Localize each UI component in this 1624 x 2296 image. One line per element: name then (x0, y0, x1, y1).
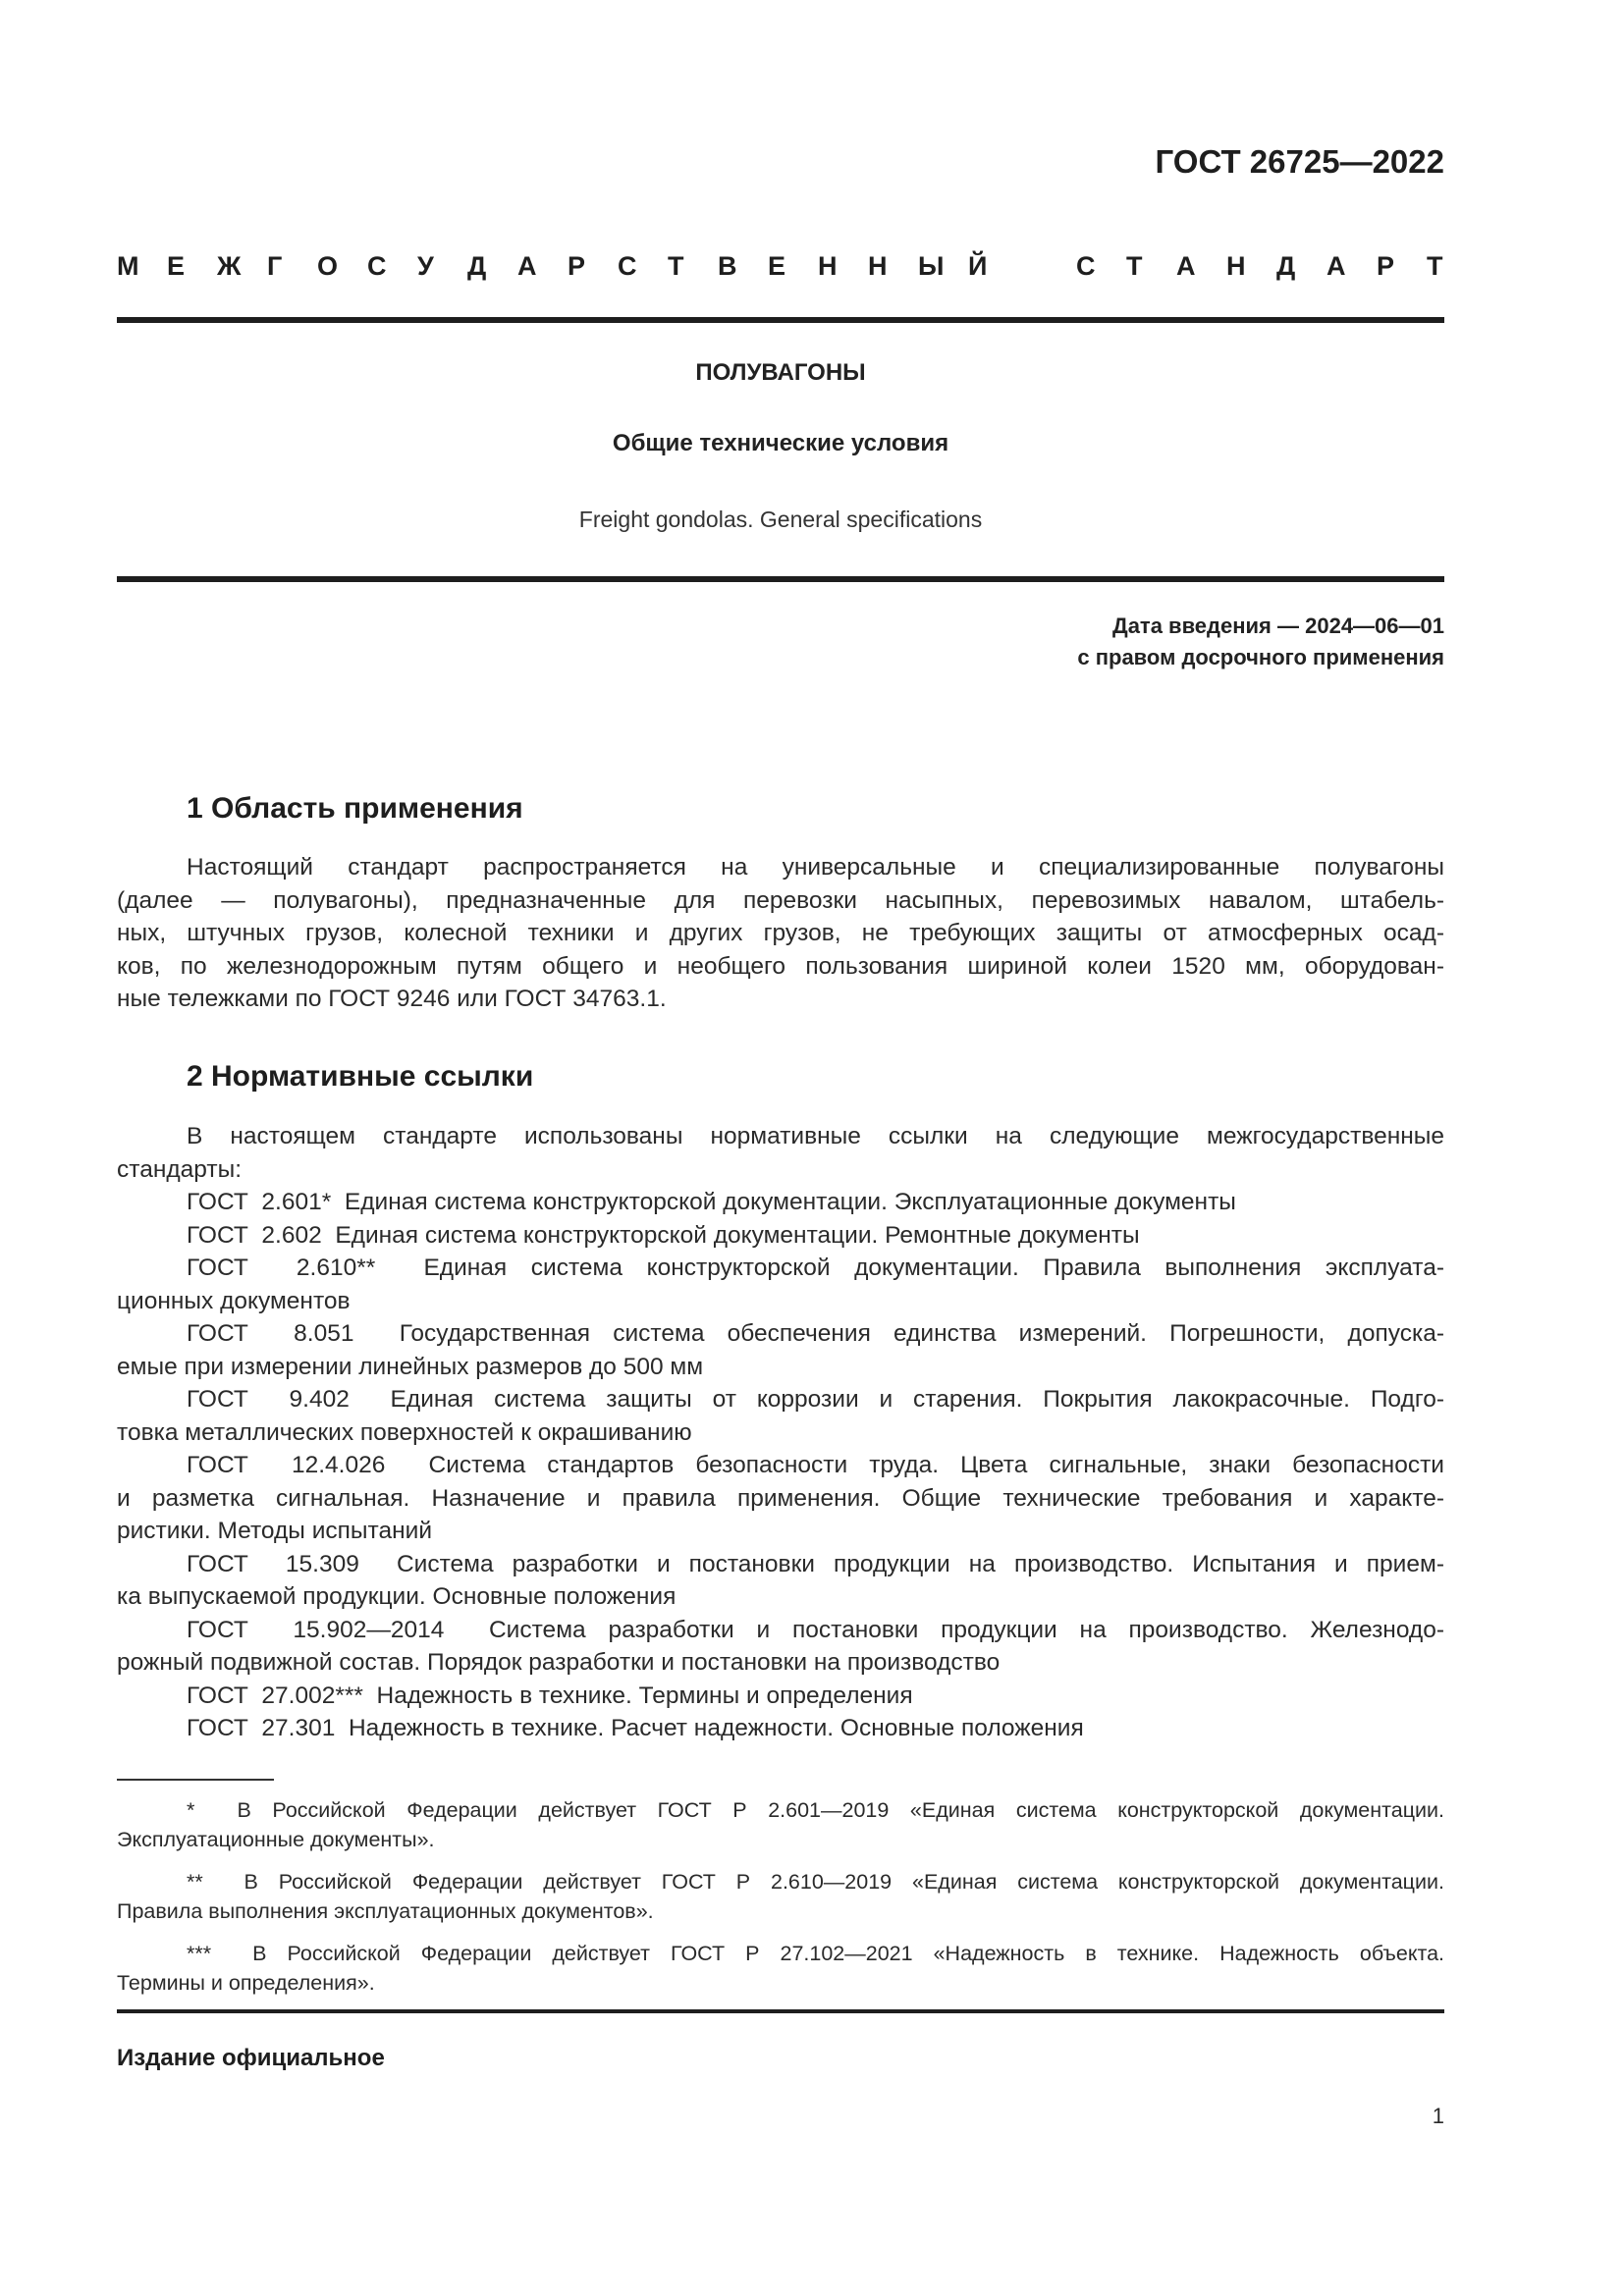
heading-letter: О (317, 251, 339, 281)
heading-letter: Т (668, 251, 684, 281)
reference-line: ГОСТ 9.402 Единая система защиты от коррозии и старения. Покрытия лакокрасочные. Подго- (187, 1386, 1444, 1413)
reference-line: стандарты: (117, 1155, 242, 1183)
heading-letter: Н (1226, 251, 1246, 281)
heading-letter: Н (868, 251, 888, 281)
section-1-line: ные тележками по ГОСТ 9246 или ГОСТ 34763.1. (117, 986, 667, 1012)
heading-letter: Ж (217, 251, 242, 281)
reference-line: рожный подвижной состав. Порядок разработки и постановки на производство (117, 1649, 1001, 1676)
heading-letter: Ы (918, 251, 945, 281)
document-english-title: Freight gondolas. General specifications (578, 507, 983, 532)
section-2-body (117, 1120, 1444, 1745)
standard-type-heading (117, 251, 1444, 285)
heading-letter: Д (467, 251, 487, 281)
reference-line: ГОСТ 8.051 Государственная система обеспечения единства измерений. Погрешности, допуска- (187, 1320, 1444, 1347)
heading-letter: Д (1276, 251, 1296, 281)
footnote-item (117, 1939, 1444, 1998)
heading-letter: Р (1377, 251, 1395, 281)
heading-letter: А (1176, 251, 1196, 281)
section-1-body (117, 851, 1444, 1016)
heading-letter: С (367, 251, 387, 281)
heading-letter: С (1076, 251, 1096, 281)
reference-line: и разметка сигнальная. Назначение и правила применения. Общие технические требования и характе- (117, 1484, 1444, 1512)
early-application-line: с правом досрочного применения (1077, 645, 1444, 669)
heading-letter: Е (768, 251, 786, 281)
heading-letter: А (517, 251, 537, 281)
footer-divider (117, 2009, 1444, 2013)
page-number: 1 (1432, 2104, 1444, 2128)
official-edition-label: Издание официальное (117, 2045, 385, 2071)
heading-letter: Т (1427, 251, 1443, 281)
reference-line: ка выпускаемой продукции. Основные положения (117, 1583, 677, 1610)
section-1-line: ков, по железнодорожным путям общего и необщего пользования шириной колеи 1520 мм, оборудован- (117, 952, 1444, 980)
title-divider (117, 576, 1444, 582)
footnote-item (117, 1867, 1444, 1926)
reference-line: ГОСТ 27.002*** Надежность в технике. Термины и определения (187, 1682, 913, 1709)
reference-line: ГОСТ 27.301 Надежность в технике. Расчет надежности. Основные положения (187, 1715, 1084, 1741)
reference-line: ционных документов (117, 1287, 351, 1314)
heading-letter: У (417, 251, 434, 281)
footnote-continuation: Термины и определения». (117, 1971, 375, 1995)
section-1-title: 1 Область применения (187, 792, 523, 825)
reference-line: ГОСТ 2.602 Единая система конструкторской документации. Ремонтные документы (187, 1221, 1140, 1249)
footnote-text: ** В Российской Федерации действует ГОСТ Р 2.610—2019 «Единая система конструкторской документации. (187, 1870, 1444, 1894)
section-2-title: 2 Нормативные ссылки (187, 1060, 534, 1093)
reference-line: ГОСТ 15.902—2014 Система разработки и постановки продукции на производство. Железнодо- (187, 1616, 1444, 1643)
heading-letter: Й (968, 251, 988, 281)
reference-line: ГОСТ 2.601* Единая система конструкторской документации. Эксплуатационные документы (187, 1189, 1236, 1215)
footnote-separator (117, 1779, 274, 1781)
introduction-date (1077, 611, 1444, 673)
footnote-continuation: Правила выполнения эксплуатационных документов». (117, 1899, 654, 1923)
reference-line: емые при измерении линейных размеров до 500 мм (117, 1353, 704, 1380)
heading-letter: А (1326, 251, 1346, 281)
document-title: ПОЛУВАГОНЫ (695, 359, 866, 386)
section-1-line: ных, штучных грузов, колесной техники и других грузов, не требующих защиты от атмосферных осад- (117, 920, 1444, 946)
heading-letter: В (718, 251, 737, 281)
heading-letter: Г (267, 251, 283, 281)
reference-line: ристики. Методы испытаний (117, 1518, 433, 1544)
heading-letter: Т (1126, 251, 1143, 281)
document-subtitle: Общие технические условия (612, 430, 949, 456)
reference-line: ГОСТ 15.309 Система разработки и постановки продукции на производство. Испытания и прием- (187, 1550, 1444, 1577)
standard-code: ГОСТ 26725—2022 (1155, 143, 1444, 180)
heading-letter: Н (818, 251, 838, 281)
footnotes (117, 1795, 1444, 2010)
section-1-line: Настоящий стандарт распространяется на универсальные и специализированные полувагоны (187, 854, 1444, 881)
reference-line: ГОСТ 2.610** Единая система конструкторской документации. Правила выполнения эксплуата- (187, 1255, 1444, 1281)
heading-letter: М (117, 251, 139, 281)
header-divider (117, 317, 1444, 323)
footnote-text: * В Российской Федерации действует ГОСТ Р 2.601—2019 «Единая система конструкторской документации. (187, 1798, 1444, 1822)
reference-line: ГОСТ 12.4.026 Система стандартов безопасности труда. Цвета сигнальные, знаки безопасности (187, 1452, 1444, 1478)
footnote-continuation: Эксплуатационные документы». (117, 1828, 435, 1851)
heading-letter: Е (167, 251, 186, 281)
heading-letter: Р (568, 251, 586, 281)
introduction-date-line: Дата введения — 2024—06—01 (1112, 614, 1444, 638)
section-1-line: (далее — полувагоны), предназначенные для перевозки насыпных, перевозимых навалом, штабель- (117, 886, 1444, 914)
footnote-text: *** В Российской Федерации действует ГОСТ Р 27.102—2021 «Надежность в технике. Надежность объекта. (187, 1942, 1444, 1965)
footnote-item (117, 1795, 1444, 1854)
reference-line: В настоящем стандарте использованы нормативные ссылки на следующие межгосударственные (187, 1123, 1444, 1149)
reference-line: товка металлических поверхностей к окрашиванию (117, 1418, 692, 1446)
heading-letter: С (618, 251, 637, 281)
